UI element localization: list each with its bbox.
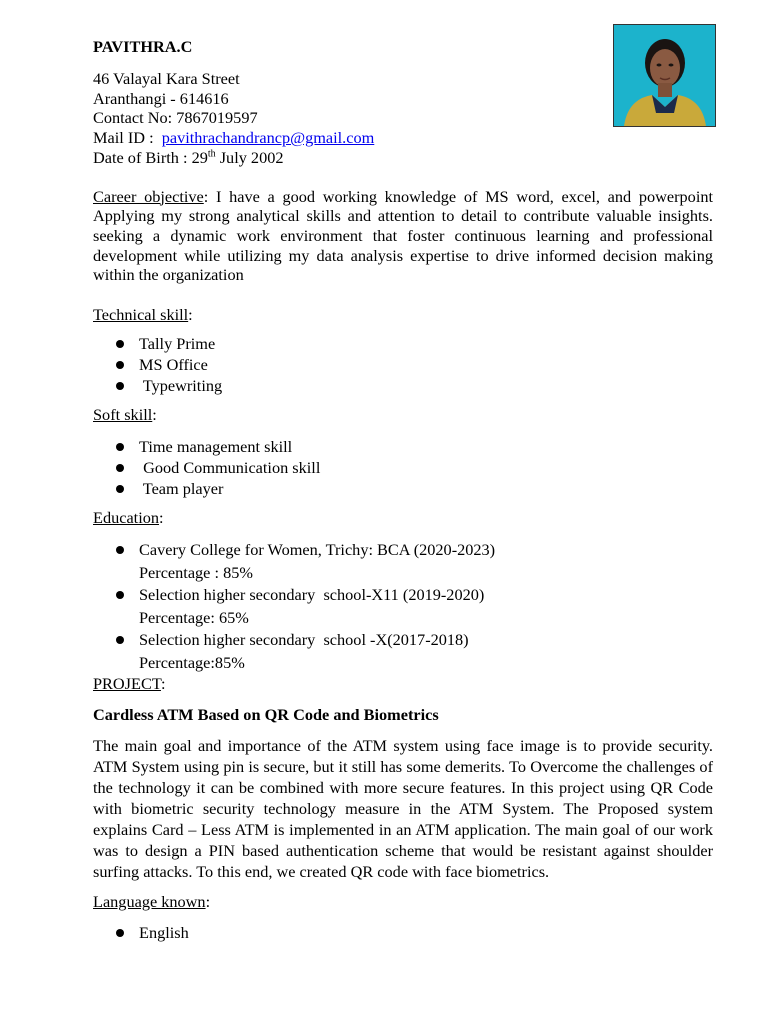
project-label: PROJECT bbox=[93, 674, 161, 694]
contact-number: Contact No: 7867019597 bbox=[93, 108, 258, 128]
list-item-text: English bbox=[139, 923, 189, 943]
career-objective bbox=[93, 187, 713, 286]
date-of-birth bbox=[93, 148, 713, 168]
mail-label: Mail ID : bbox=[93, 128, 154, 148]
list-item bbox=[93, 629, 713, 674]
list-item-text: Time management skill bbox=[139, 437, 293, 457]
bullet-icon bbox=[116, 929, 124, 937]
list-item bbox=[93, 354, 713, 375]
list-item bbox=[93, 333, 713, 354]
dob-month-year: July 2002 bbox=[215, 147, 284, 167]
soft-skill-label: Soft skill bbox=[93, 405, 153, 425]
bullet-icon bbox=[116, 485, 124, 493]
bullet-icon bbox=[116, 591, 124, 599]
bullet-icon bbox=[116, 546, 124, 554]
education-title: Selection higher secondary school-X11 (2019-2020) bbox=[139, 585, 485, 605]
dob-prefix: Date of Birth : 29 bbox=[93, 147, 208, 167]
project-heading: PROJECT: bbox=[93, 674, 166, 694]
education-title: Cavery College for Women, Trichy: BCA (2020-2023) bbox=[139, 540, 496, 560]
bullet-icon bbox=[116, 361, 124, 369]
dob-suffix-ordinal: th bbox=[207, 148, 216, 160]
education-percentage: Percentage:85% bbox=[139, 652, 245, 672]
list-item bbox=[93, 922, 713, 943]
list-item-text: Team player bbox=[139, 479, 224, 499]
list-item bbox=[93, 584, 713, 629]
language-list bbox=[93, 922, 713, 943]
bullet-icon bbox=[116, 340, 124, 348]
bullet-icon bbox=[116, 636, 124, 644]
education-list bbox=[93, 539, 713, 674]
list-item bbox=[93, 539, 713, 584]
list-item bbox=[93, 375, 713, 396]
education-title: Selection higher secondary school -X(2017-2018) bbox=[139, 630, 469, 650]
education-percentage: Percentage : 85% bbox=[139, 562, 253, 582]
list-item bbox=[93, 436, 713, 457]
soft-skill-list bbox=[93, 436, 713, 499]
project-title: Cardless ATM Based on QR Code and Biometrics bbox=[93, 705, 439, 725]
soft-skill-heading: Soft skill: bbox=[93, 405, 157, 425]
technical-skill-label: Technical skill bbox=[93, 305, 189, 325]
candidate-name: PAVITHRA.C bbox=[93, 37, 193, 56]
mail-row bbox=[93, 128, 713, 148]
list-item bbox=[93, 478, 713, 499]
list-item-text: Good Communication skill bbox=[139, 458, 321, 478]
technical-skill-heading: Technical skill: bbox=[93, 305, 193, 325]
list-item bbox=[93, 457, 713, 478]
education-label: Education bbox=[93, 508, 160, 528]
bullet-icon bbox=[116, 464, 124, 472]
education-heading: Education: bbox=[93, 508, 164, 528]
list-item-text: MS Office bbox=[139, 355, 208, 375]
address-line-2: Aranthangi - 614616 bbox=[93, 88, 229, 108]
project-description: The main goal and importance of the ATM system using face image is to provide security. ATM System using pin is secure, but it still has some demerits. To Overcome the challenges of the technology it can be combined with more secure features. In this project using QR Code with biometric security technology measure in the ATM System. The Proposed system explains Card – Less ATM is implemented in an ATM application. The main goal of our work was to design a PIN based authentication scheme that would be resistant against shoulder surfing attacks. To this end, we created QR code with face biometrics. bbox=[93, 736, 713, 882]
career-objective-heading: Career objective bbox=[93, 186, 204, 206]
language-label: Language known bbox=[93, 892, 206, 912]
address-line-1: 46 Valayal Kara Street bbox=[93, 69, 240, 88]
list-item-text: Typewriting bbox=[139, 376, 223, 396]
education-percentage: Percentage: 65% bbox=[139, 607, 249, 627]
contact-block bbox=[93, 69, 713, 168]
bullet-icon bbox=[116, 443, 124, 451]
resume-page bbox=[93, 36, 713, 943]
list-item-text: Tally Prime bbox=[139, 334, 216, 354]
technical-skill-list bbox=[93, 333, 713, 396]
career-objective-text: : I have a good working knowledge of MS word, excel, and powerpoint Applying my strong analytical skills and attention to detail to contribute valuable insights. seeking a dynamic work environment that foster continuous learning and professional development while utilizing my data analysis expertise to drive informed decision making within the organization bbox=[93, 186, 714, 285]
mail-link[interactable]: pavithrachandrancp@gmail.com bbox=[161, 128, 375, 148]
bullet-icon bbox=[116, 382, 124, 390]
language-heading: Language known: bbox=[93, 892, 211, 912]
